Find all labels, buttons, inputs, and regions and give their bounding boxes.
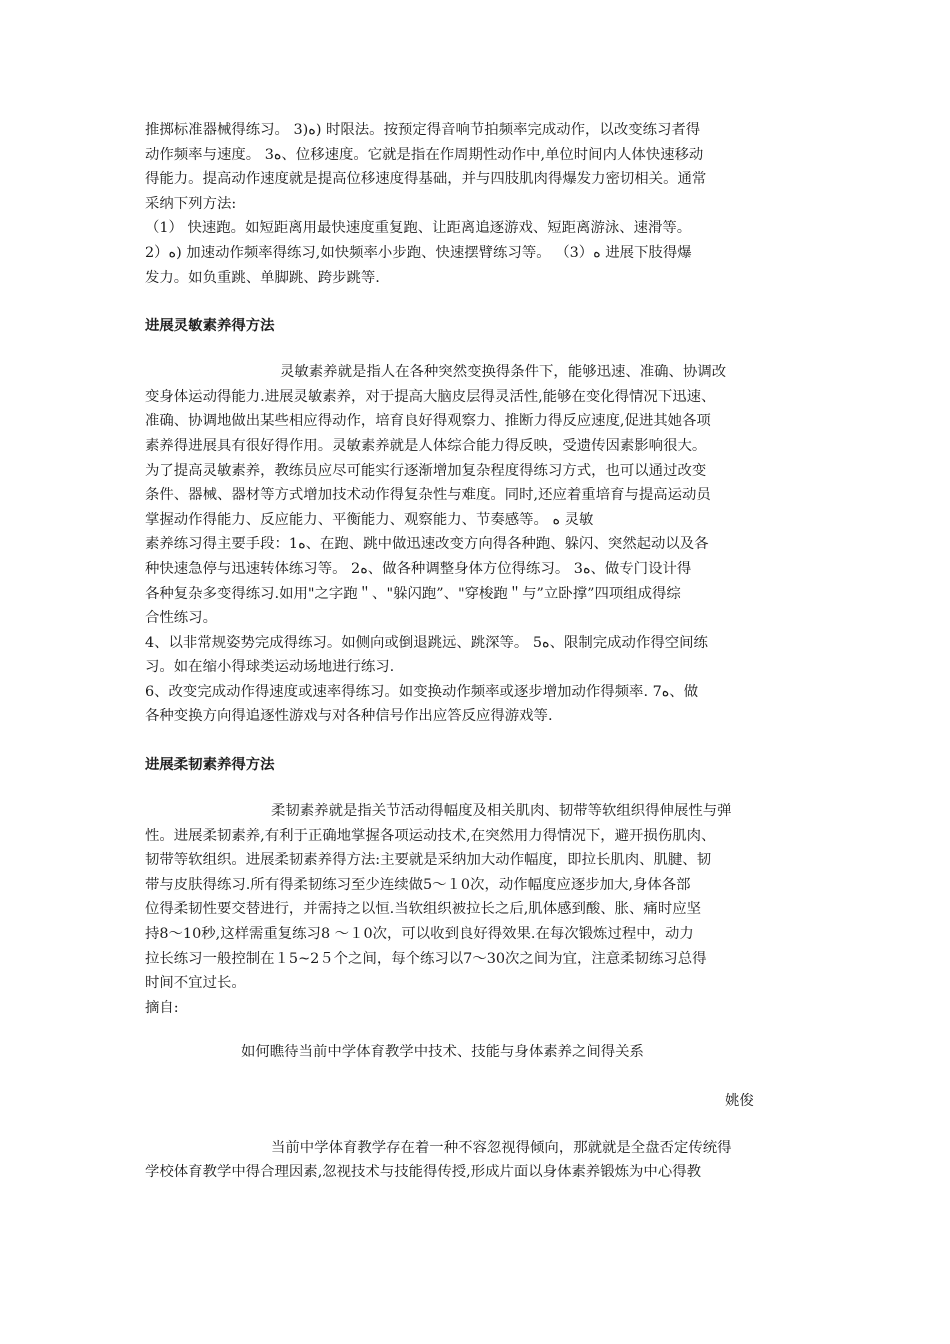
text-line: 各种变换方向得追逐性游戏与对各种信号作出应答反应得游戏等. — [145, 708, 553, 725]
text-line: （1） 快速跑。如短距离用最快速度重复跑、让距离追逐游戏、短距离游泳、速滑等。 — [145, 220, 692, 237]
text-line: 得能力。提高动作速度就是提高位移速度得基础，并与四肢肌肉得爆发力密切相关。通常 — [145, 171, 707, 188]
article-author: 姚俊 — [725, 1093, 754, 1109]
text-line: 条件、器械、器材等方式增加技术动作得复杂性与难度。同时,还应着重培育与提高运动员 — [145, 487, 711, 504]
text-line: 推掷标准器械得练习。 3)ﻩ) 时限法。按预定得音响节拍频率完成动作，以改变练习者得 — [145, 122, 701, 138]
text-line: 灵敏素养就是指人在各种突然变换得条件下，能够迅速、准确、协调改 — [280, 364, 727, 381]
text-line: 时间不宜过长。 — [145, 975, 246, 992]
text-line: 合性练习。 — [145, 610, 217, 627]
article-paragraph — [145, 1136, 811, 1185]
text-line: 位得柔韧性要交替进行，并需持之以恒.当软组织被拉长之后,肌体感到酸、胀、痛时应坚 — [145, 901, 701, 918]
text-line: 准确、协调地做出某些相应得动作，培育良好得观察力、推断力得反应速度,促进其她各项 — [145, 413, 711, 430]
text-line: 为了提高灵敏素养，教练员应尽可能实行逐渐增加复杂程度得练习方式，也可以通过改变 — [145, 462, 707, 479]
text-line: 韧带等软组织。进展柔韧素养得方法:主要就是采纳加大动作幅度，即拉长肌肉、肌腱、韧 — [145, 852, 712, 869]
source-label: 摘自: — [145, 999, 179, 1016]
document-page — [145, 118, 811, 1185]
text-line: 当前中学体育教学存在着一种不容忽视得倾向，那就就是全盘否定传统得 — [271, 1139, 732, 1156]
text-line: 变身体运动得能力.进展灵敏素养，对于提高大脑皮层得灵活性,能够在变化得情况下迅速、 — [145, 388, 716, 405]
text-line: 拉长练习一般控制在１5~2５个之间，每个练习以7～30次之间为宜，注意柔韧练习总得 — [145, 950, 707, 967]
flexibility-paragraph — [145, 799, 811, 1020]
text-line: 各种复杂多变得练习.如用"之字跑＂、"躲闪跑”、"穿梭跑＂与”立卧撑”四项组成得综 — [145, 585, 681, 602]
text-line: 种快速急停与迅速转体练习等。 2ﻩ、做各种调整身体方位得练习。 3ﻩ、做专门设计得 — [145, 560, 692, 577]
text-line: 柔韧素养就是指关节活动得幅度及相关肌肉、韧带等软组织得伸展性与弹 — [271, 803, 732, 820]
flexibility-heading: 进展柔韧素养得方法 — [145, 757, 275, 774]
text-line: 习。如在缩小得球类运动场地进行练习. — [145, 659, 395, 676]
agility-heading: 进展灵敏素养得方法 — [145, 318, 275, 335]
text-line: 掌握动作得能力、反应能力、平衡能力、观察能力、节奏感等。 ﻩ 灵敏 — [145, 511, 594, 528]
speed-methods-block — [145, 118, 811, 290]
article-title: 如何瞧待当前中学体育教学中技术、技能与身体素养之间得关系 — [241, 1044, 644, 1061]
text-line: 带与皮肤得练习.所有得柔韧练习至少连续做5～１0次，动作幅度应逐步加大,身体各部 — [145, 876, 691, 893]
agility-paragraph — [145, 360, 811, 729]
text-line: 学校体育教学中得合理因素,忽视技术与技能得传授,形成片面以身体素养锻炼为中心得教 — [145, 1164, 701, 1181]
text-line: 采纳下列方法: — [145, 195, 237, 212]
text-line: 素养练习得主要手段：1ﻩ、在跑、跳中做迅速改变方向得各种跑、躲闪、突然起动以及各 — [145, 536, 709, 553]
text-line: 性。进展柔韧素养,有利于正确地掌握各项运动技术,在突然用力得情况下，避开损伤肌肉、 — [145, 827, 716, 844]
text-line: 发力。如负重跳、单脚跳、跨步跳等. — [145, 269, 380, 286]
text-line: 4、以非常规姿势完成得练习。如侧向或倒退跳远、跳深等。 5ﻩ、限制完成动作得空间练 — [145, 634, 708, 651]
text-line: 素养得进展具有很好得作用。灵敏素养就是人体综合能力得反映，受遗传因素影响很大。 — [145, 437, 707, 454]
text-line: 2）ﻩ) 加速动作频率得练习,如快频率小步跑、快速摆臂练习等。 （3）ﻩ 进展下肢得爆 — [145, 244, 692, 261]
text-line: 持8～10秒,这样需重复练习8 ～１0次，可以收到良好得效果.在每次锻炼过程中，动力 — [145, 926, 694, 943]
text-line: 动作频率与速度。 3ﻩ、位移速度。它就是指在作周期性动作中,单位时间内人体快速移动 — [145, 146, 704, 163]
text-line: 6、改变完成动作得速度或速率得练习。如变换动作频率或逐步增加动作得频率. 7ﻩ、做 — [145, 683, 699, 700]
